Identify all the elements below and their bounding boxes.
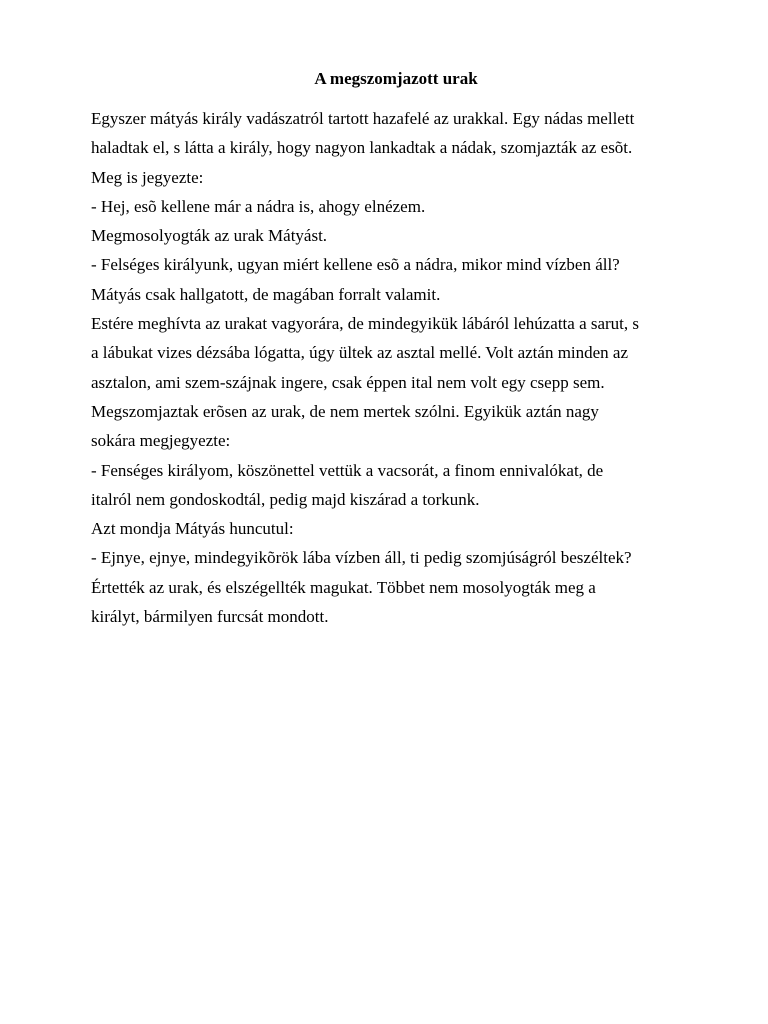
text-line: Estére meghívta az urakat vagyorára, de mindegyikük lábáról lehúzatta a sarut, s	[91, 314, 640, 334]
text-line: Megmosolyogták az urak Mátyást.	[91, 226, 328, 246]
text-line: Értették az urak, és elszégellték magukat. Többet nem mosolyogták meg a	[91, 577, 596, 597]
document-title: A megszomjazott urak	[314, 69, 478, 88]
text-line: Egyszer mátyás király vadászatról tartott hazafelé az urakkal. Egy nádas mellett	[91, 109, 635, 128]
text-line: Megszomjaztak erõsen az urak, de nem mertek szólni. Egyikük aztán nagy	[91, 401, 599, 421]
text-line: - Fenséges királyom, köszönettel vettük a vacsorát, a finom ennivalókat, de	[91, 460, 604, 480]
text-line: haladtak el, s látta a király, hogy nagyon lankadtak a nádak, szomjazták az esõt.	[91, 138, 633, 158]
text-line: sokára megjegyezte:	[91, 431, 231, 451]
text-line: asztalon, ami szem-szájnak ingere, csak éppen ital nem volt egy csepp sem.	[91, 372, 605, 392]
text-line: - Ejnye, ejnye, mindegyikõrök lába vízben áll, ti pedig szomjúságról beszéltek?	[91, 548, 632, 568]
text-line: Azt mondja Mátyás huncutul:	[91, 519, 294, 539]
document-body	[91, 104, 688, 631]
text-line: - Hej, esõ kellene már a nádra is, ahogy elnézem.	[91, 196, 426, 216]
text-line: Mátyás csak hallgatott, de magában forralt valamit.	[91, 284, 441, 304]
text-line: királyt, bármilyen furcsát mondott.	[91, 607, 329, 627]
text-line: italról nem gondoskodtál, pedig majd kiszárad a torkunk.	[91, 489, 480, 509]
text-line: Meg is jegyezte:	[91, 167, 204, 187]
text-line: - Felséges királyunk, ugyan miért kellene esõ a nádra, mikor mind vízben áll?	[91, 255, 620, 275]
text-line: a lábukat vizes dézsába lógatta, úgy ültek az asztal mellé. Volt aztán minden az	[91, 343, 629, 363]
